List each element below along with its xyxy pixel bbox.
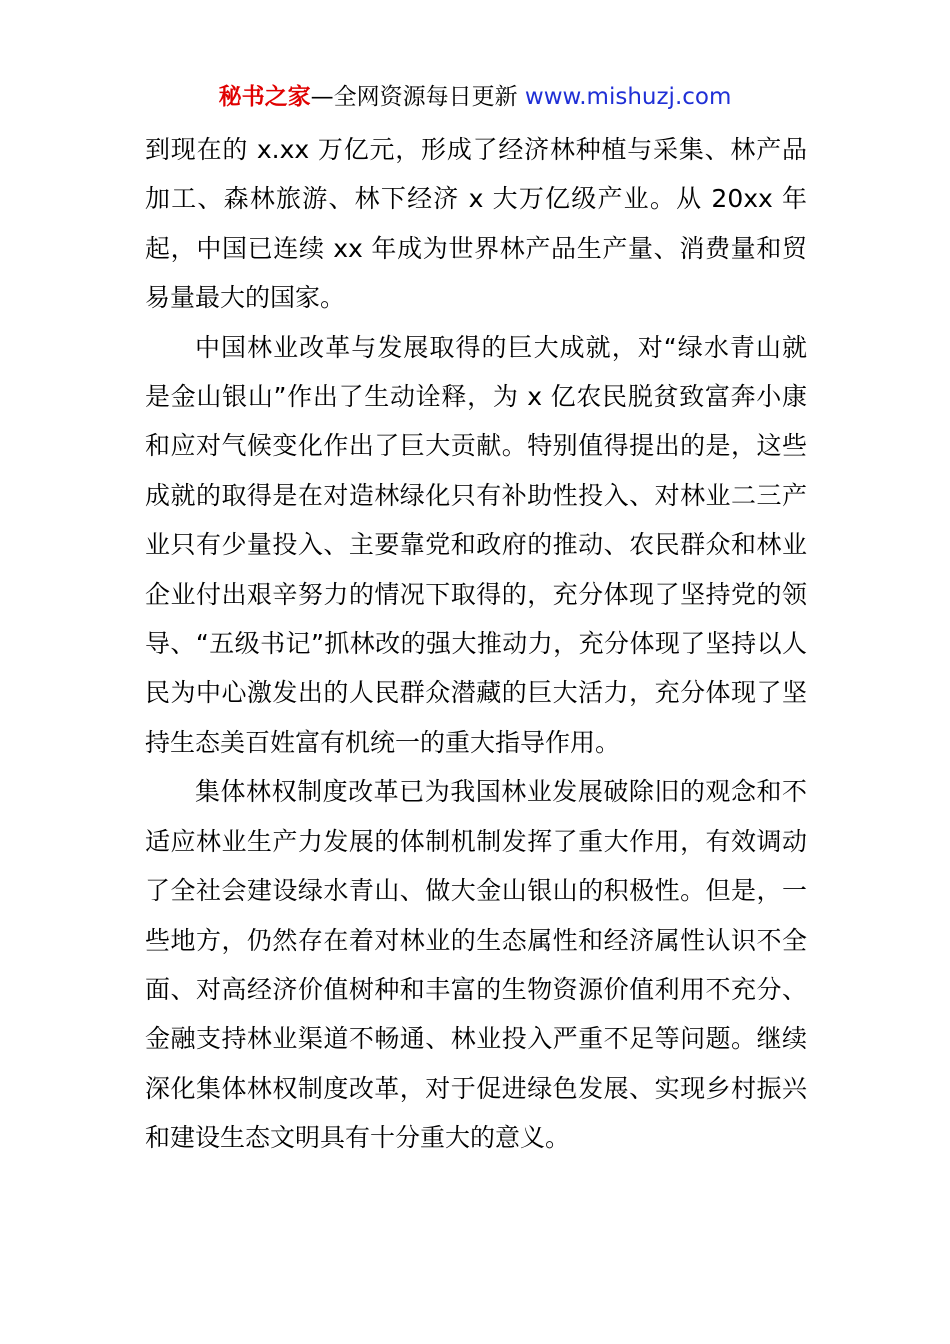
paragraph: 集体林权制度改革已为我国林业发展破除旧的观念和不适应林业生产力发展的体制机制发挥了重大作用，有效调动了全社会建设绿水青山、做大金山银山的积极性。但是，一些地方，仍然存在着对林业的生态属性和经济属性认识不全面、对高经济价值树种和丰富的生物资源价值利用不充分、金融支持林业渠道不畅通、林业投入严重不足等问题。继续深化集体林权制度改革，对于促进绿色发展、实现乡村振兴和建设生态文明具有十分重大的意义。: [145, 777, 807, 1153]
paragraph: 到现在的 x.xx 万亿元，形成了经济林种植与采集、林产品加工、森林旅游、林下经济 x 大万亿级产业。从 20xx 年起，中国已连续 xx 年成为世界林产品生产量、消费量和贸易量最大的国家。: [145, 135, 807, 313]
document-body: [145, 125, 807, 1163]
site-url-link[interactable]: www.mishuzj.com: [524, 84, 732, 110]
site-brand: 秘书之家: [218, 84, 311, 110]
page-header: [0, 82, 950, 112]
paragraph: 中国林业改革与发展取得的巨大成就，对“绿水青山就是金山银山”作出了生动诠释，为 x 亿农民脱贫致富奔小康和应对气候变化作出了巨大贡献。特别值得提出的是，这些成就的取得是在对造林绿化只有补助性投入、对林业二三产业只有少量投入、主要靠党和政府的推动、农民群众和林业企业付出艰辛努力的情况下取得的，充分体现了坚持党的领导、“五级书记”抓林改的强大推动力，充分体现了坚持以人民为中心激发出的人民群众潜藏的巨大活力，充分体现了坚持生态美百姓富有机统一的重大指导作用。: [145, 332, 807, 757]
site-slogan: —全网资源每日更新: [310, 84, 525, 110]
